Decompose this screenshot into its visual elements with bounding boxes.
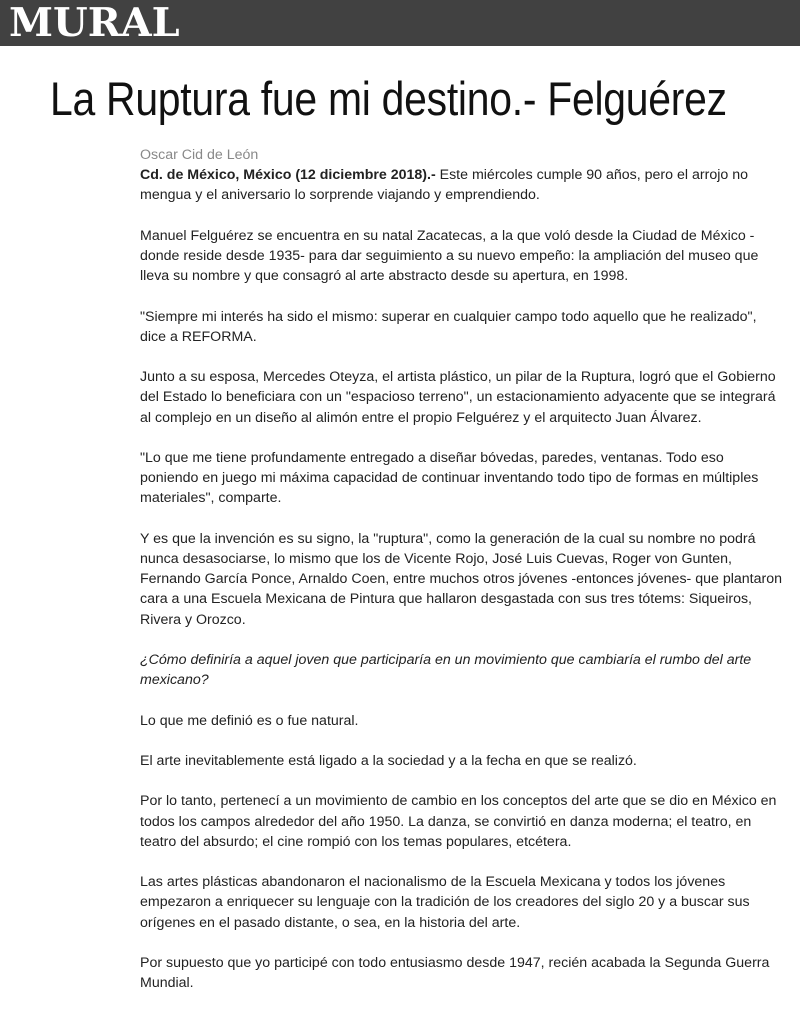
article-byline: Oscar Cid de León bbox=[140, 147, 259, 163]
article-paragraph: Y es que la invención es su signo, la "ruptura", como la generación de la cual su nombre no podrá nunca desasociarse, lo mismo que los de Vicente Rojo, José Luis Cuevas, Roger von Gunten, Fernando García Ponce, Arnaldo Coen, entre muchos otros jóvenes -entonces jóvenes- que plantaron cara a una Escuela Mexicana de Pintura que hallaron desgastada con sus tres tótems: Siqueiros, Rivera y Orozco. bbox=[140, 530, 782, 628]
top-bar bbox=[0, 0, 800, 46]
article-paragraph: "Siempre mi interés ha sido el mismo: superar en cualquier campo todo aquello que he realizado", dice a REFORMA. bbox=[140, 308, 757, 345]
article-paragraph: El arte inevitablemente está ligado a la sociedad y a la fecha en que se realizó. bbox=[140, 752, 637, 769]
article-lead-text: Este miércoles cumple 90 años, pero el arrojo no mengua y el aniversario lo sorprende viajando y emprendiendo. bbox=[140, 167, 748, 204]
article-paragraph: Por lo tanto, pertenecí a un movimiento de cambio en los conceptos del arte que se dio en México en todos los campos alrededor del año 1950. La danza, se convirtió en danza moderna; el teatro, en teatro del absurdo; el cine rompió con los temas populares, etcétera. bbox=[140, 793, 777, 850]
interview-question: ¿Cómo definiría a aquel joven que participaría en un movimiento que cambiaría el rumbo del arte mexicano? bbox=[140, 651, 752, 689]
article-paragraph: Por supuesto que yo participé con todo entusiasmo desde 1947, recién acabada la Segunda Guerra Mundial. bbox=[140, 954, 770, 992]
article-title: La Ruptura fue mi destino.- Felguérez bbox=[50, 72, 727, 125]
article-paragraph: Las artes plásticas abandonaron el nacionalismo de la Escuela Mexicana y todos los jóvenes empezaron a enriquecer su lenguaje con la tradición de los creadores del siglo 20 y a buscar sus orígenes en el pasado distante, o sea, en la historia del arte. bbox=[140, 874, 750, 931]
article-paragraph: Junto a su esposa, Mercedes Oteyza, el artista plástico, un pilar de la Ruptura, logró que el Gobierno del Estado lo beneficiara con un "espacioso terreno", un estacionamiento adyacente que se integrará al complejo en un diseño al alimón entre el propio Felguérez y el arquitecto Juan Álvarez. bbox=[140, 369, 776, 426]
mural-logo[interactable]: MURAL bbox=[9, 0, 180, 46]
interview-answer: Lo que me definió es o fue natural. bbox=[140, 712, 359, 729]
article-paragraph: Manuel Felguérez se encuentra en su natal Zacatecas, a la que voló desde la Ciudad de México -donde reside desde 1935- para dar seguimiento a su nuevo empeño: la ampliación del museo que lleva su nombre y que consagró al arte abstracto desde su apertura, en 1998. bbox=[140, 227, 759, 285]
article-lead bbox=[140, 165, 785, 205]
article-body bbox=[140, 145, 785, 1014]
article-paragraph: "Lo que me tiene profundamente entregado a diseñar bóvedas, paredes, ventanas. Todo eso poniendo en juego mi máxima capacidad de continuar inventando todo tipo de formas en múltiples materiales", comparte. bbox=[140, 449, 759, 507]
article-dateline: Cd. de México, México (12 diciembre 2018).- bbox=[140, 167, 436, 184]
